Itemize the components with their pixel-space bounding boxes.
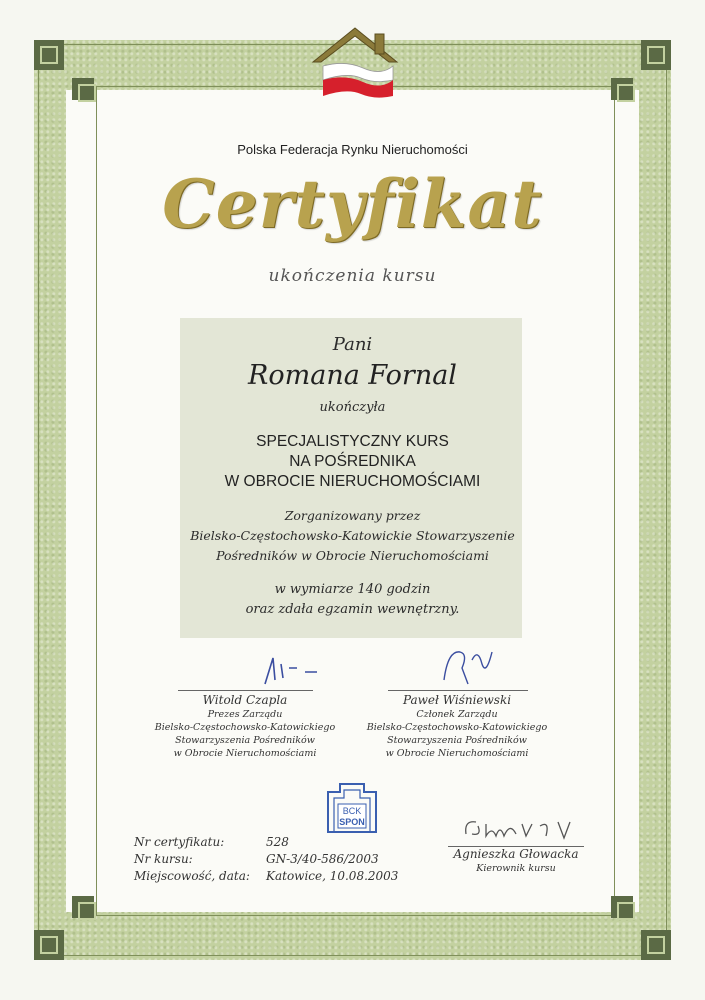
signatory-name: Witold Czapla — [202, 693, 288, 707]
recipient-name: Romana Fornal — [248, 360, 457, 391]
organizer-info — [0, 506, 705, 566]
signatory-name: Paweł Wiśniewski — [402, 693, 512, 707]
course-title-line: NA POŚREDNIKA — [289, 453, 416, 470]
frame-corner-ornament — [611, 896, 633, 918]
signatory-role: Kierownik kursu — [476, 863, 556, 874]
signatory-role: w Obrocie Nieruchomościami — [385, 748, 529, 759]
place-date-label: Miejscowość, data: — [134, 869, 250, 883]
certificate-title: Certyfikat — [162, 165, 543, 243]
signatory-block — [150, 692, 340, 760]
signature-line — [388, 690, 528, 691]
signatory-role: Bielsko-Częstochowsko-Katowickiego — [366, 722, 548, 733]
signatory-role: Stowarzyszenia Pośredników — [387, 735, 527, 746]
course-title — [0, 432, 705, 492]
organizer-line: Bielsko-Częstochowsko-Katowickie Stowarzyszenie — [190, 528, 515, 543]
signature-scribble-icon — [460, 812, 580, 848]
stamp-text: SPON — [339, 817, 365, 827]
frame-corner-ornament — [72, 896, 94, 918]
place-date-value: Katowice, 10.08.2003 — [266, 869, 399, 883]
signatory-block — [436, 846, 596, 875]
stamp-text: BCK — [342, 806, 362, 816]
duration-line: w wymiarze 140 godzin — [274, 582, 431, 597]
certificate-number-label: Nr certyfikatu: — [134, 835, 225, 849]
duration-line: oraz zdała egzamin wewnętrzny. — [245, 602, 460, 617]
signatory-role: Prezes Zarządu — [207, 709, 283, 720]
signatory-role: w Obrocie Nieruchomościami — [173, 748, 317, 759]
certificate-number-value: 528 — [266, 835, 289, 849]
signature-line — [178, 690, 313, 691]
signatory-role: Bielsko-Częstochowsko-Katowickiego — [154, 722, 336, 733]
signatory-name: Agnieszka Głowacka — [453, 847, 579, 861]
organizer-line: Zorganizowany przez — [284, 508, 421, 523]
course-duration — [0, 580, 705, 620]
signatory-role: Członek Zarządu — [416, 709, 498, 720]
certificate-subtitle: ukończenia kursu — [268, 266, 437, 286]
organizer-line: Pośredników w Obrocie Nieruchomościami — [216, 548, 489, 563]
details-labels — [134, 834, 264, 885]
signature-scribble-icon — [255, 650, 325, 690]
completion-verb: ukończyła — [319, 400, 386, 415]
house-flag-logo-icon — [305, 24, 405, 110]
organization-name: Polska Federacja Rynku Nieruchomości — [237, 142, 468, 157]
bck-spon-stamp-icon — [322, 778, 382, 834]
frame-corner-ornament — [641, 930, 671, 960]
course-number-value: GN-3/40-586/2003 — [266, 852, 379, 866]
signature-scribble-icon — [438, 640, 498, 690]
course-title-line: SPECJALISTYCZNY KURS — [256, 433, 449, 450]
frame-corner-ornament — [641, 40, 671, 70]
signatory-role: Stowarzyszenia Pośredników — [175, 735, 315, 746]
details-values — [266, 834, 406, 885]
course-number-label: Nr kursu: — [134, 852, 193, 866]
salutation: Pani — [332, 334, 373, 355]
frame-corner-ornament — [34, 930, 64, 960]
frame-corner-ornament — [34, 40, 64, 70]
frame-corner-ornament — [72, 78, 94, 100]
frame-corner-ornament — [611, 78, 633, 100]
course-title-line: W OBROCIE NIERUCHOMOŚCIAMI — [224, 473, 481, 490]
signatory-block — [362, 692, 552, 760]
